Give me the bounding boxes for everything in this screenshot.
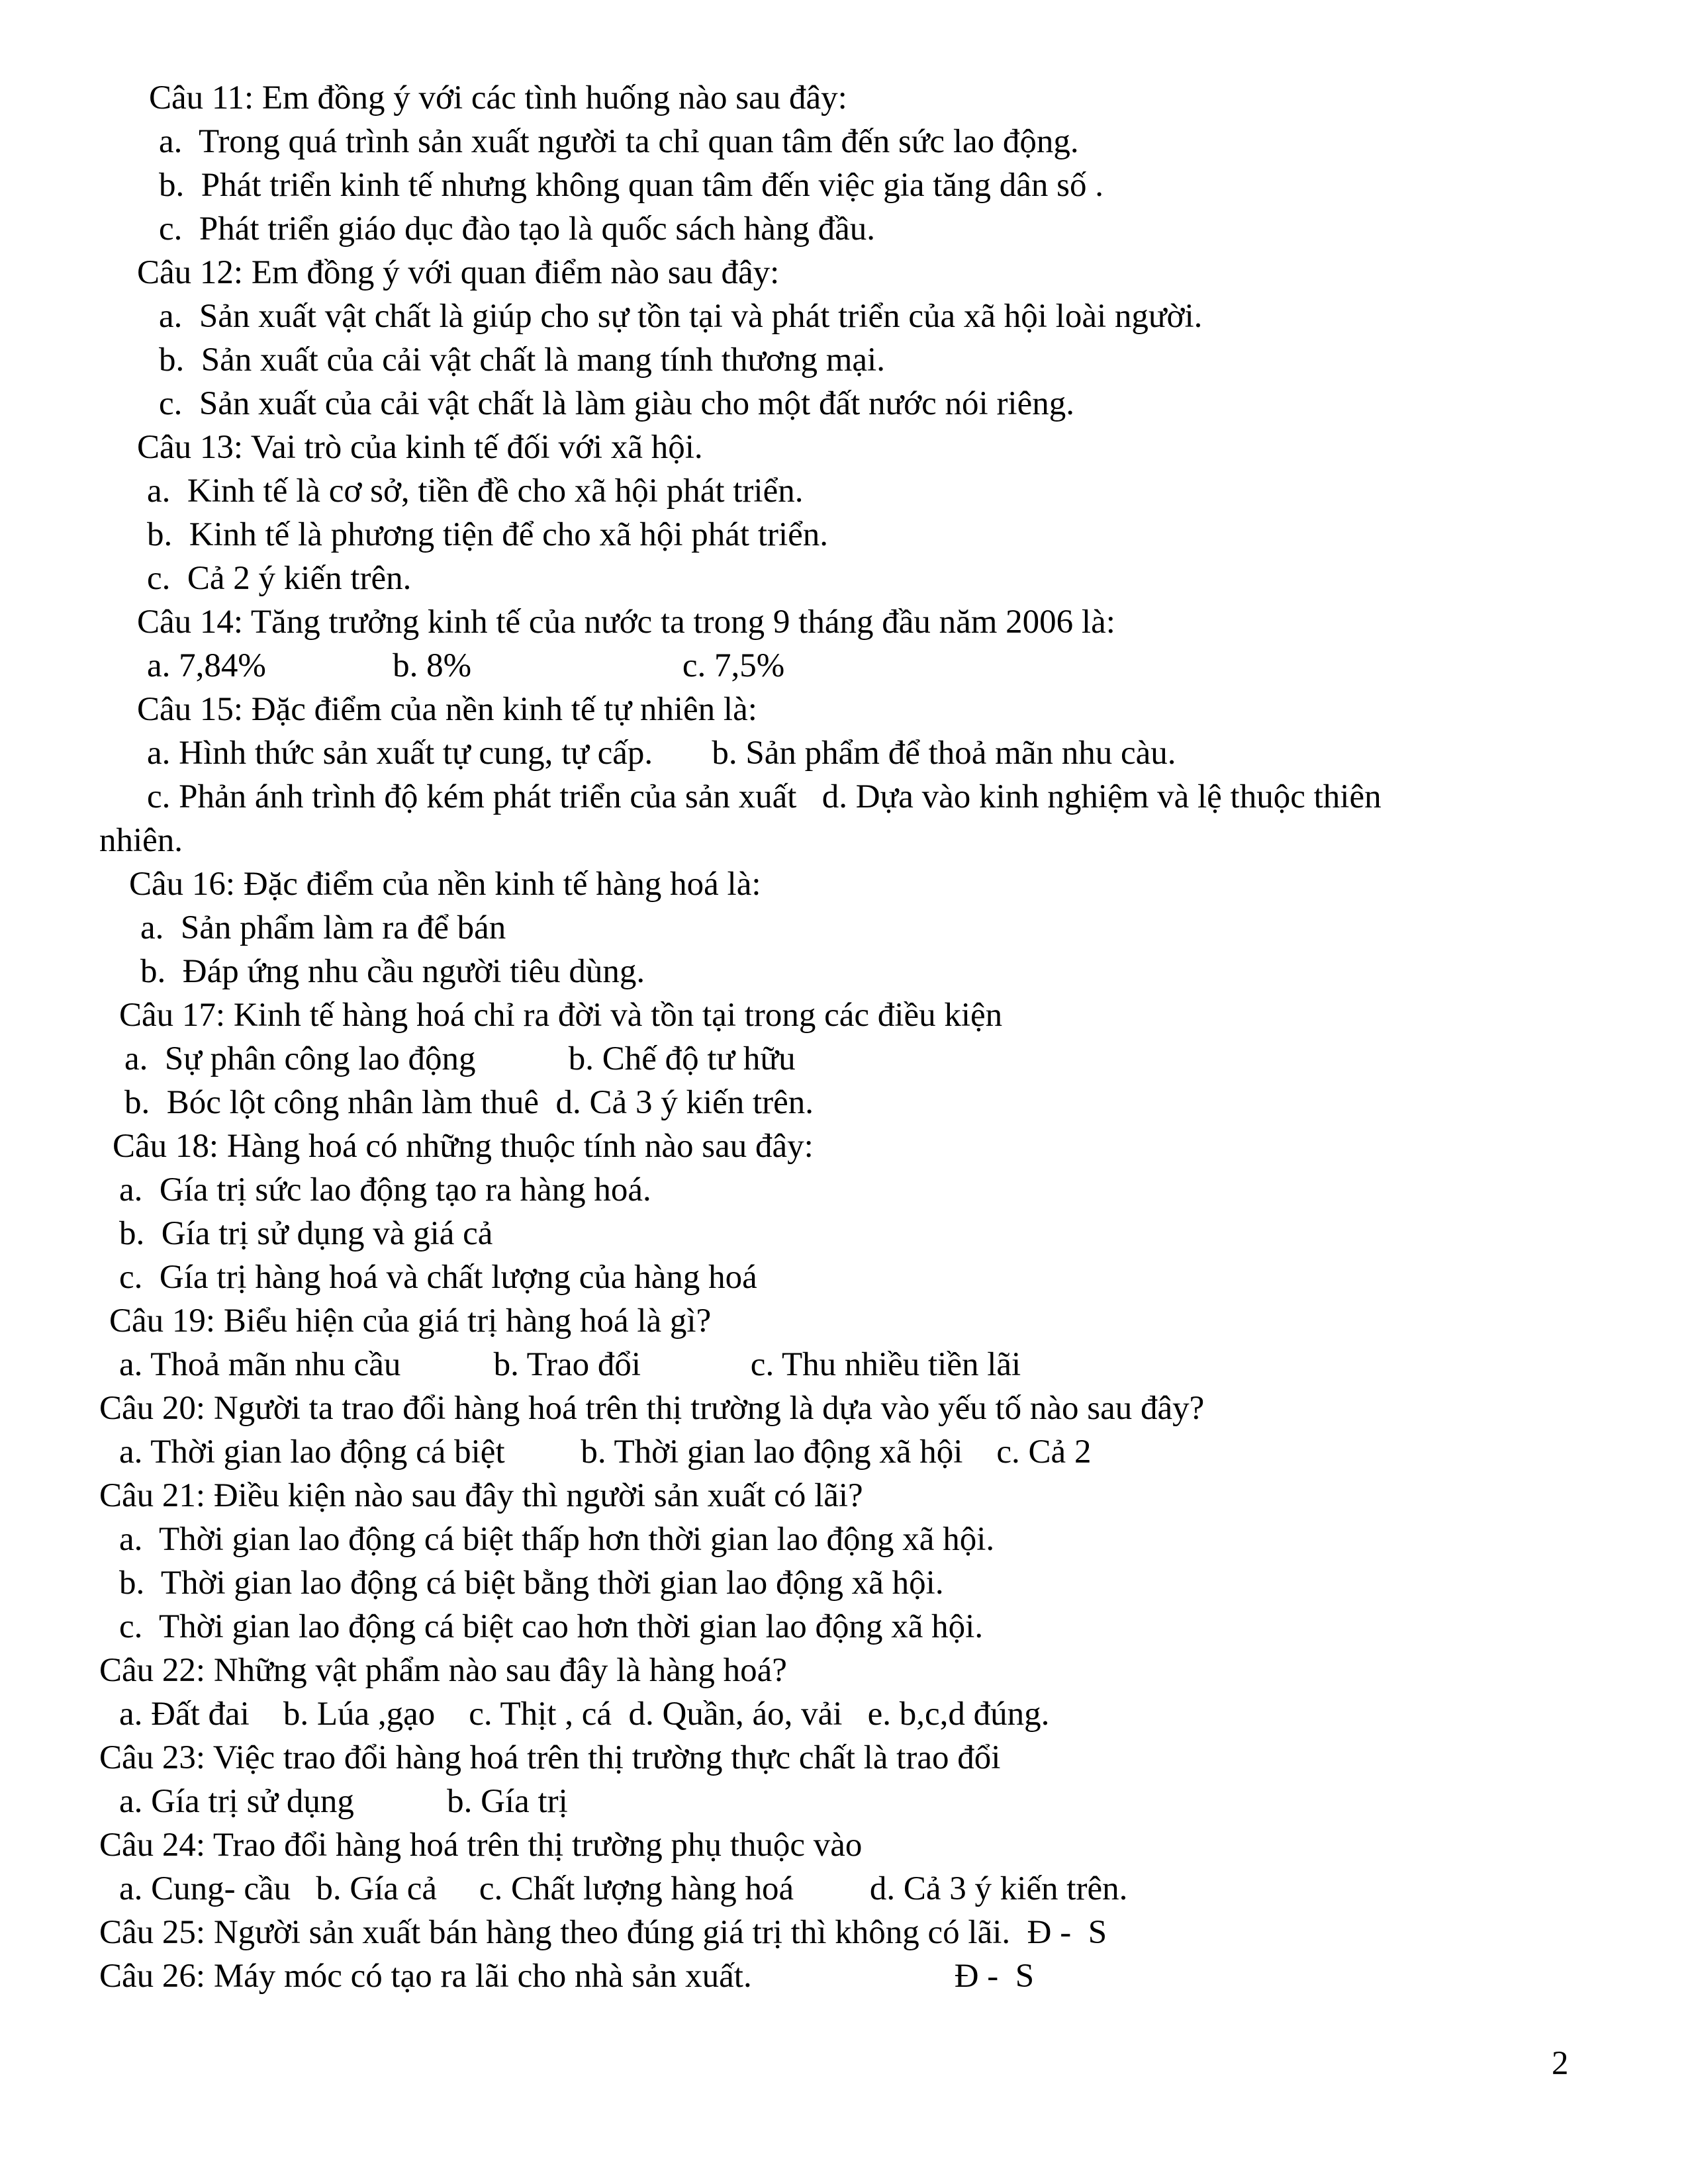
question-17-options-ab: a. Sự phân công lao động b. Chế độ tư hữu: [124, 1040, 796, 1077]
question-18-option-b: b. Gía trị sử dụng và giá cả: [119, 1215, 493, 1252]
question-18-option-c: c. Gía trị hàng hoá và chất lượng của hàng hoá: [119, 1259, 757, 1296]
question-11: Câu 11: Em đồng ý với các tình huống nào sau đây:: [149, 79, 847, 116]
question-14-options: a. 7,84% b. 8% c. 7,5%: [147, 647, 785, 684]
question-12-option-b: b. Sản xuất của cải vật chất là mang tính thương mại.: [159, 341, 885, 379]
question-11-option-a: a. Trong quá trình sản xuất người ta chỉ quan tâm đến sức lao động.: [159, 123, 1079, 160]
question-15-options-continued: nhiên.: [99, 822, 183, 859]
question-12: Câu 12: Em đồng ý với quan điểm nào sau đây:: [137, 254, 780, 291]
question-15-options-cd: c. Phản ánh trình độ kém phát triển của sản xuất d. Dựa vào kinh nghiệm và lệ thuộc thiên: [147, 778, 1382, 815]
question-26: Câu 26: Máy móc có tạo ra lãi cho nhà sản xuất. Đ - S: [99, 1958, 1035, 1995]
question-13-option-a: a. Kinh tế là cơ sở, tiền đề cho xã hội phát triển.: [147, 473, 804, 510]
question-23-options: a. Gía trị sử dụng b. Gía trị: [119, 1783, 568, 1820]
question-13-option-c: c. Cả 2 ý kiến trên.: [147, 560, 412, 597]
question-11-option-b: b. Phát triển kinh tế nhưng không quan tâm đến việc gia tăng dân số .: [159, 167, 1104, 204]
question-19: Câu 19: Biểu hiện của giá trị hàng hoá là gì?: [109, 1302, 712, 1340]
question-17-options-cd: b. Bóc lột công nhân làm thuê d. Cả 3 ý kiến trên.: [124, 1084, 814, 1121]
question-21-option-b: b. Thời gian lao động cá biệt bằng thời gian lao động xã hội.: [119, 1565, 944, 1602]
question-15: Câu 15: Đặc điểm của nền kinh tế tự nhiên là:: [137, 691, 757, 728]
question-25: Câu 25: Người sản xuất bán hàng theo đúng giá trị thì không có lãi. Đ - S: [99, 1914, 1107, 1951]
question-16-option-a: a. Sản phẩm làm ra để bán: [140, 909, 506, 946]
question-21-option-a: a. Thời gian lao động cá biệt thấp hơn thời gian lao động xã hội.: [119, 1521, 995, 1558]
question-23: Câu 23: Việc trao đổi hàng hoá trên thị trường thực chất là trao đổi: [99, 1739, 1001, 1776]
page-number: 2: [1552, 2045, 1569, 2082]
question-17: Câu 17: Kinh tế hàng hoá chỉ ra đời và tồn tại trong các điều kiện: [119, 997, 1003, 1034]
question-11-option-c: c. Phát triển giáo dục đào tạo là quốc sách hàng đầu.: [159, 210, 875, 248]
question-21-option-c: c. Thời gian lao động cá biệt cao hơn thời gian lao động xã hội.: [119, 1608, 984, 1645]
question-14: Câu 14: Tăng trưởng kinh tế của nước ta trong 9 tháng đầu năm 2006 là:: [137, 604, 1115, 641]
question-21: Câu 21: Điều kiện nào sau đây thì người sản xuất có lãi?: [99, 1477, 863, 1514]
question-16: Câu 16: Đặc điểm của nền kinh tế hàng hoá là:: [129, 866, 761, 903]
question-12-option-c: c. Sản xuất của cải vật chất là làm giàu cho một đất nước nói riêng.: [159, 385, 1074, 422]
question-13: Câu 13: Vai trò của kinh tế đối với xã hội.: [137, 429, 703, 466]
question-22-options: a. Đất đai b. Lúa ,gạo c. Thịt , cá d. Quần, áo, vải e. b,c,d đúng.: [119, 1696, 1050, 1733]
question-20-options: a. Thời gian lao động cá biệt b. Thời gian lao động xã hội c. Cả 2: [119, 1433, 1092, 1471]
question-19-options: a. Thoả mãn nhu cầu b. Trao đổi c. Thu nhiều tiền lãi: [119, 1346, 1021, 1383]
question-18: Câu 18: Hàng hoá có những thuộc tính nào sau đây:: [113, 1128, 814, 1165]
question-20: Câu 20: Người ta trao đổi hàng hoá trên thị trường là dựa vào yếu tố nào sau đây?: [99, 1390, 1205, 1427]
question-18-option-a: a. Gía trị sức lao động tạo ra hàng hoá.: [119, 1171, 651, 1208]
question-15-options-ab: a. Hình thức sản xuất tự cung, tự cấp. b. Sản phẩm để thoả mãn nhu càu.: [147, 735, 1176, 772]
question-24: Câu 24: Trao đổi hàng hoá trên thị trường phụ thuộc vào: [99, 1827, 863, 1864]
question-24-options: a. Cung- cầu b. Gía cả c. Chất lượng hàng hoá d. Cả 3 ý kiến trên.: [119, 1870, 1128, 1907]
question-13-option-b: b. Kinh tế là phương tiện để cho xã hội phát triển.: [147, 516, 829, 553]
question-12-option-a: a. Sản xuất vật chất là giúp cho sự tồn tại và phát triển của xã hội loài người.: [159, 298, 1203, 335]
question-22: Câu 22: Những vật phẩm nào sau đây là hàng hoá?: [99, 1652, 787, 1689]
question-16-option-b: b. Đáp ứng nhu cầu người tiêu dùng.: [140, 953, 645, 990]
